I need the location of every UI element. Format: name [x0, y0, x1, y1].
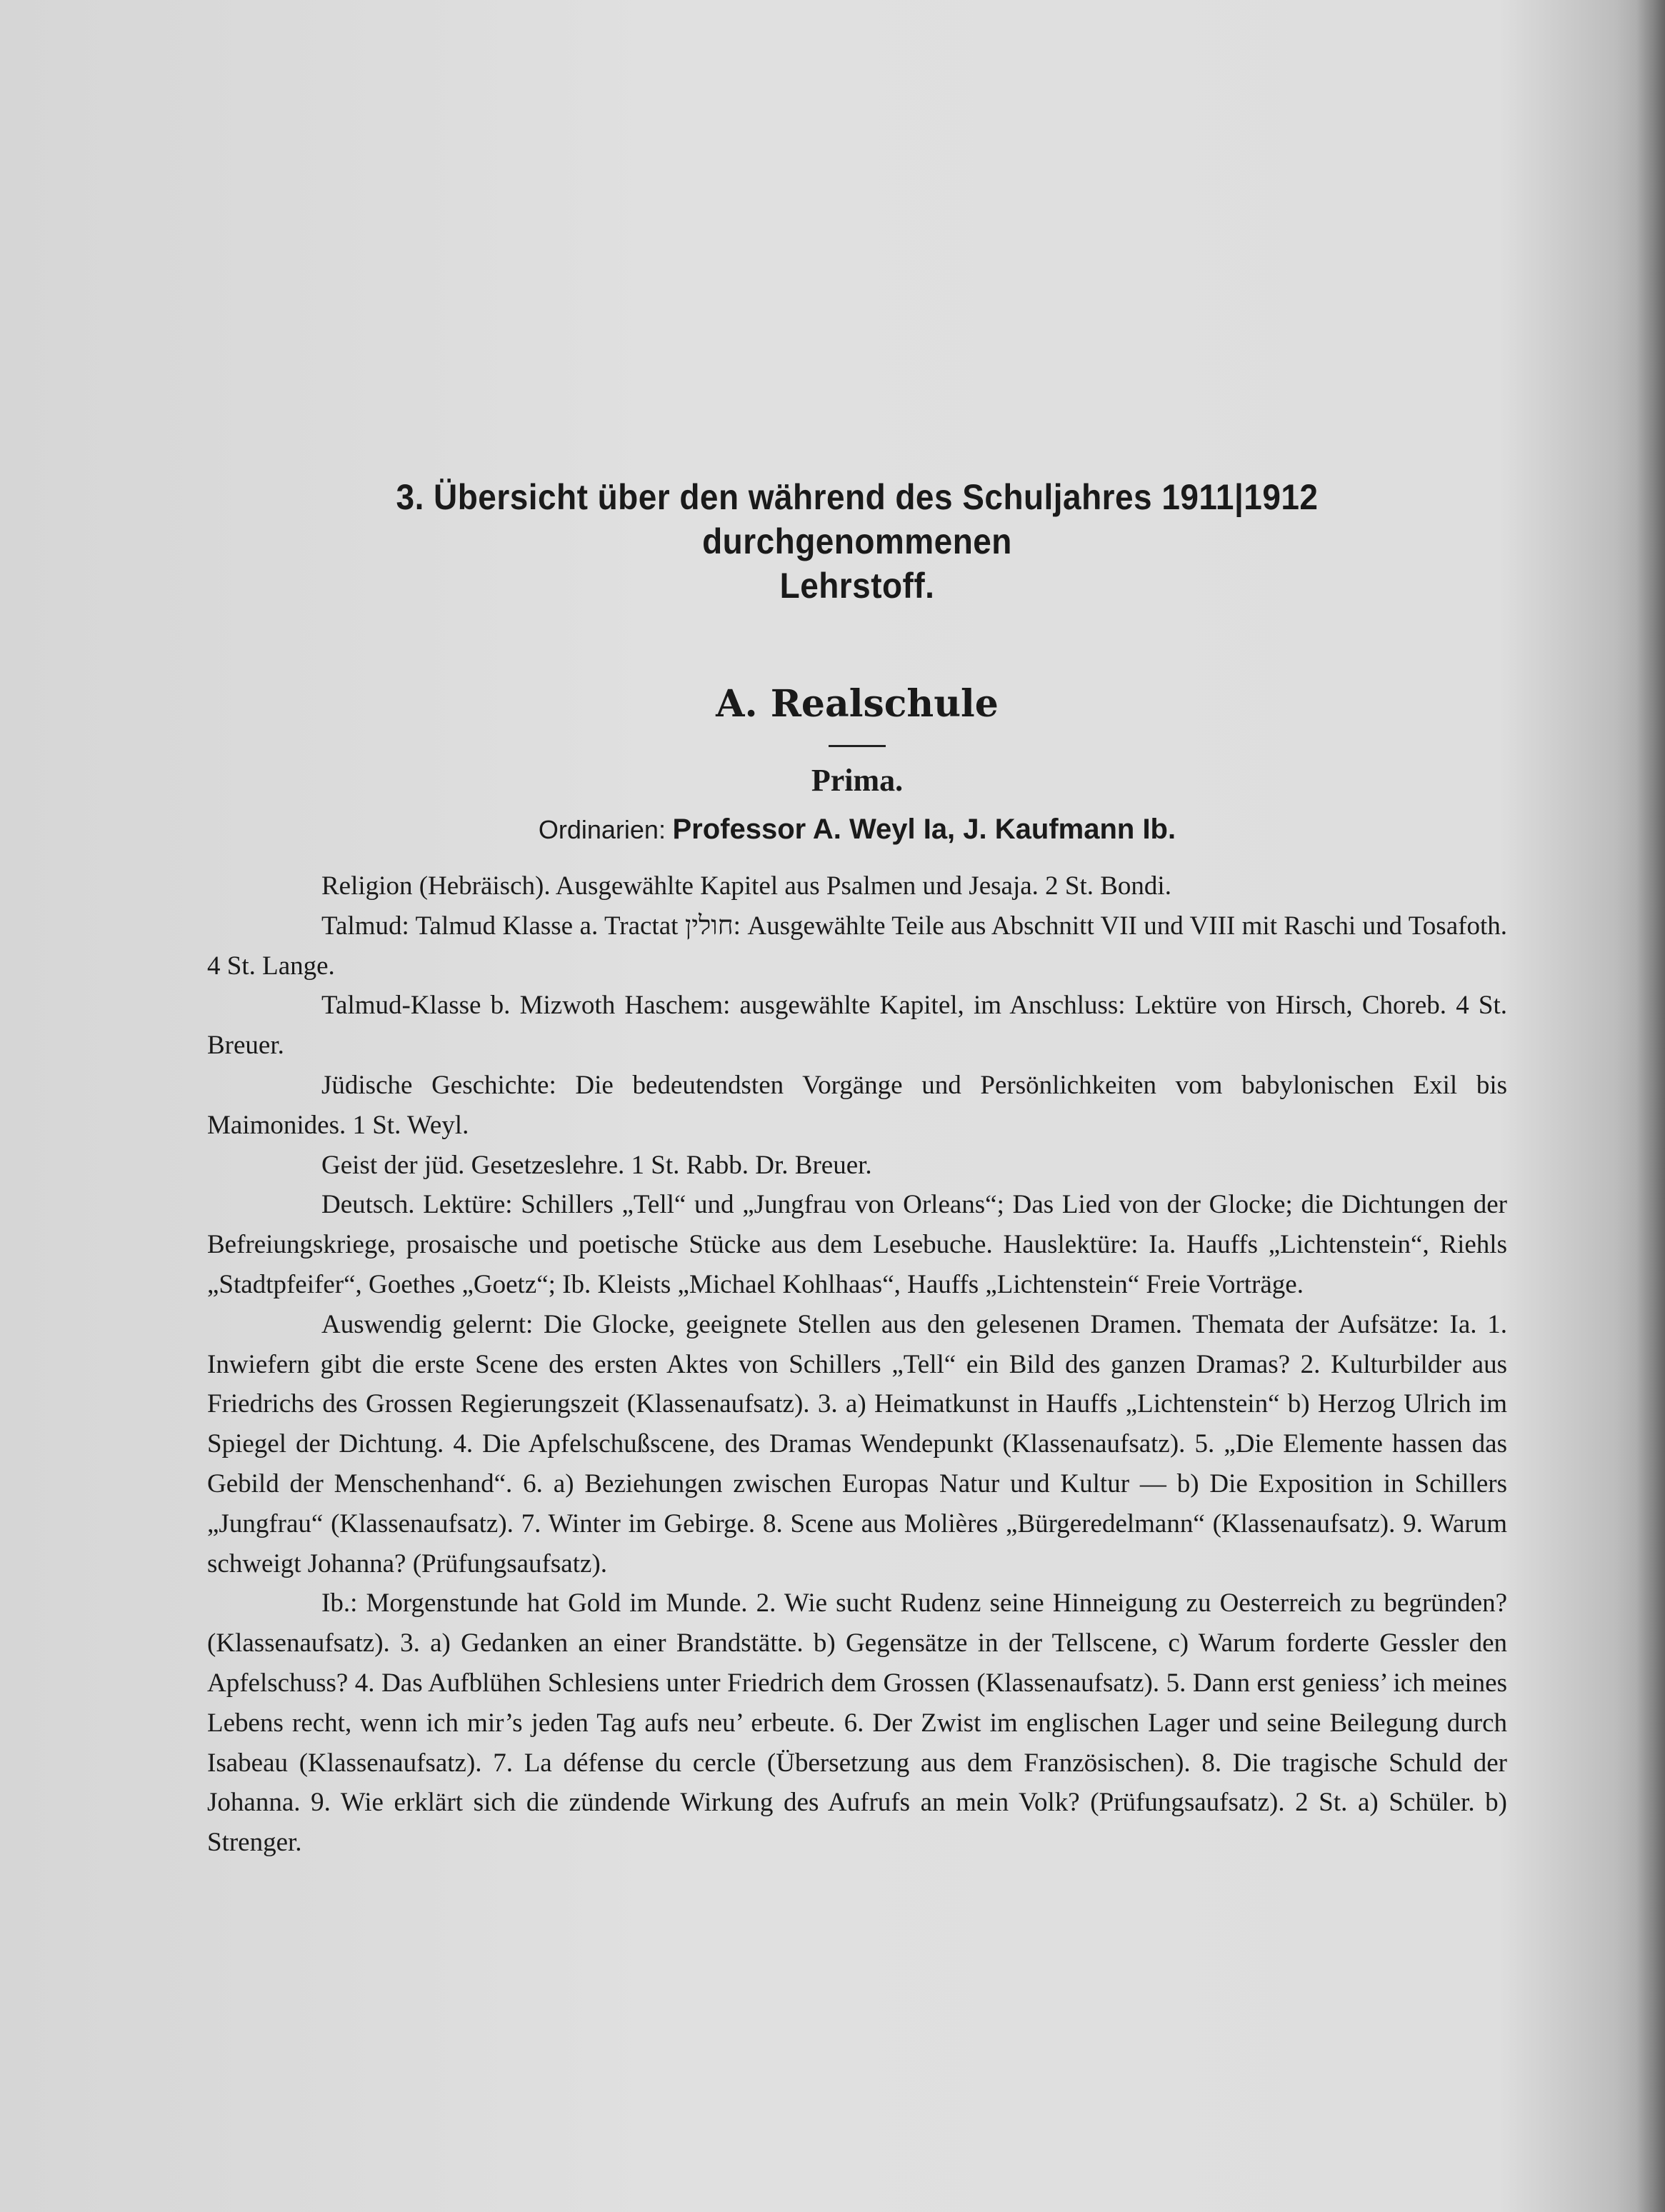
paragraph-religion: Religion (Hebräisch). Ausgewählte Kapitel aus Psalmen und Jesaja. 2 St. Bondi. [321, 871, 1171, 901]
page-edge-shadow [1636, 0, 1665, 2212]
part-title: A. Realschule [716, 682, 999, 726]
ordinarien-line [207, 809, 1507, 851]
section-heading-line2: Lehrstoff. [779, 566, 935, 606]
paragraph-juedische-geschichte: Jüdische Geschichte: Die bedeutendsten Vorgänge und Persönlichkeiten vom babylonischen Exil bis Maimonides. 1 St. Weyl. [207, 1070, 1507, 1140]
section-heading [259, 475, 1455, 608]
title-divider [829, 745, 886, 747]
section-heading-line1: 3. Übersicht über den während des Schuljahres 1911|1912 durchgenommenen [396, 477, 1319, 561]
paragraph-aufsaetze-ib: Ib.: Morgenstunde hat Gold im Munde. 2. Wie sucht Rudenz seine Hinneigung zu Oesterreich zu begründen? (Klassenaufsatz). 3. a) Gedanken an einer Brandstätte. b) Gegensätze in der Tellscene, c) Warum forderte Gessler den Apfelschuss? 4. Das Aufblühen Schlesiens unter Friedrich dem Grossen (Klassenaufsatz). 5. Dann erst geniess’ ich meines Lebens recht, wenn ich mir’s jeden Tag aufs neu’ erbeute. 6. Der Zwist im englischen Lager und seine Beilegung durch Isabeau (Klassenaufsatz). 7. La défense du cercle (Übersetzung aus dem Französischen). 8. Die tragische Schuld der Johanna. 9. Wie erklärt sich die zündende Wirkung des Aufrufs an mein Volk? (Prüfungsaufsatz). 2 St. a) Schüler. b) Strenger. [207, 1588, 1507, 1858]
document-content [207, 475, 1507, 1863]
paragraph-talmud-a: Talmud: Talmud Klasse a. Tractat חולין: Ausgewählte Teile aus Abschnitt VII und VIII mit Raschi und Tosafoth. 4 St. Lange. [207, 911, 1507, 981]
paragraph-gesetzeslehre: Geist der jüd. Gesetzeslehre. 1 St. Rabb. Dr. Breuer. [321, 1150, 872, 1180]
ordinarien-names: Professor A. Weyl Ia, J. Kaufmann Ib. [672, 814, 1176, 845]
class-title: Prima. [811, 763, 904, 798]
paragraph-aufsaetze-ia: Auswendig gelernt: Die Glocke, geeignete Stellen aus den gelesenen Dramen. Themata der Aufsätze: Ia. 1. Inwiefern gibt die erste Scene des ersten Aktes von Schillers „Tell“ ein Bild des ganzen Dramas? 2. Kulturbilder aus Friedrichs des Grossen Regierungszeit (Klassenaufsatz). 3. a) Heimatkunst in Hauffs „Lichtenstein“ b) Herzog Ulrich im Spiegel der Dichtung. 4. Die Apfelschußscene, des Dramas Wendepunkt (Klassenaufsatz). 5. „Die Elemente hassen das Gebild der Menschenhand“. 6. a) Beziehungen zwischen Europas Natur und Kultur — b) Die Exposition in Schillers „Jungfrau“ (Klassenaufsatz). 7. Winter im Gebirge. 8. Scene aus Molières „Bürgeredelmann“ (Klassenaufsatz). 9. Warum schweigt Johanna? (Prüfungsaufsatz). [207, 1309, 1507, 1578]
paragraph-talmud-b: Talmud-Klasse b. Mizwoth Haschem: ausgewählte Kapitel, im Anschluss: Lektüre von Hirsch, Choreb. 4 St. Breuer. [207, 991, 1507, 1061]
ordinarien-label: Ordinarien: [538, 815, 666, 844]
curriculum-body [207, 866, 1507, 1863]
paragraph-deutsch: Deutsch. Lektüre: Schillers „Tell“ und „Jungfrau von Orleans“; Das Lied von der Glocke; die Dichtungen der Befreiungskriege, prosaische und poetische Stücke aus dem Lesebuche. Hauslektüre: Ia. Hauffs „Lichtenstein“, Riehls „Stadtpfeifer“, Goethes „Goetz“; Ib. Kleists „Michael Kohlhaas“, Hauffs „Lichtenstein“ Freie Vorträge. [207, 1190, 1507, 1299]
